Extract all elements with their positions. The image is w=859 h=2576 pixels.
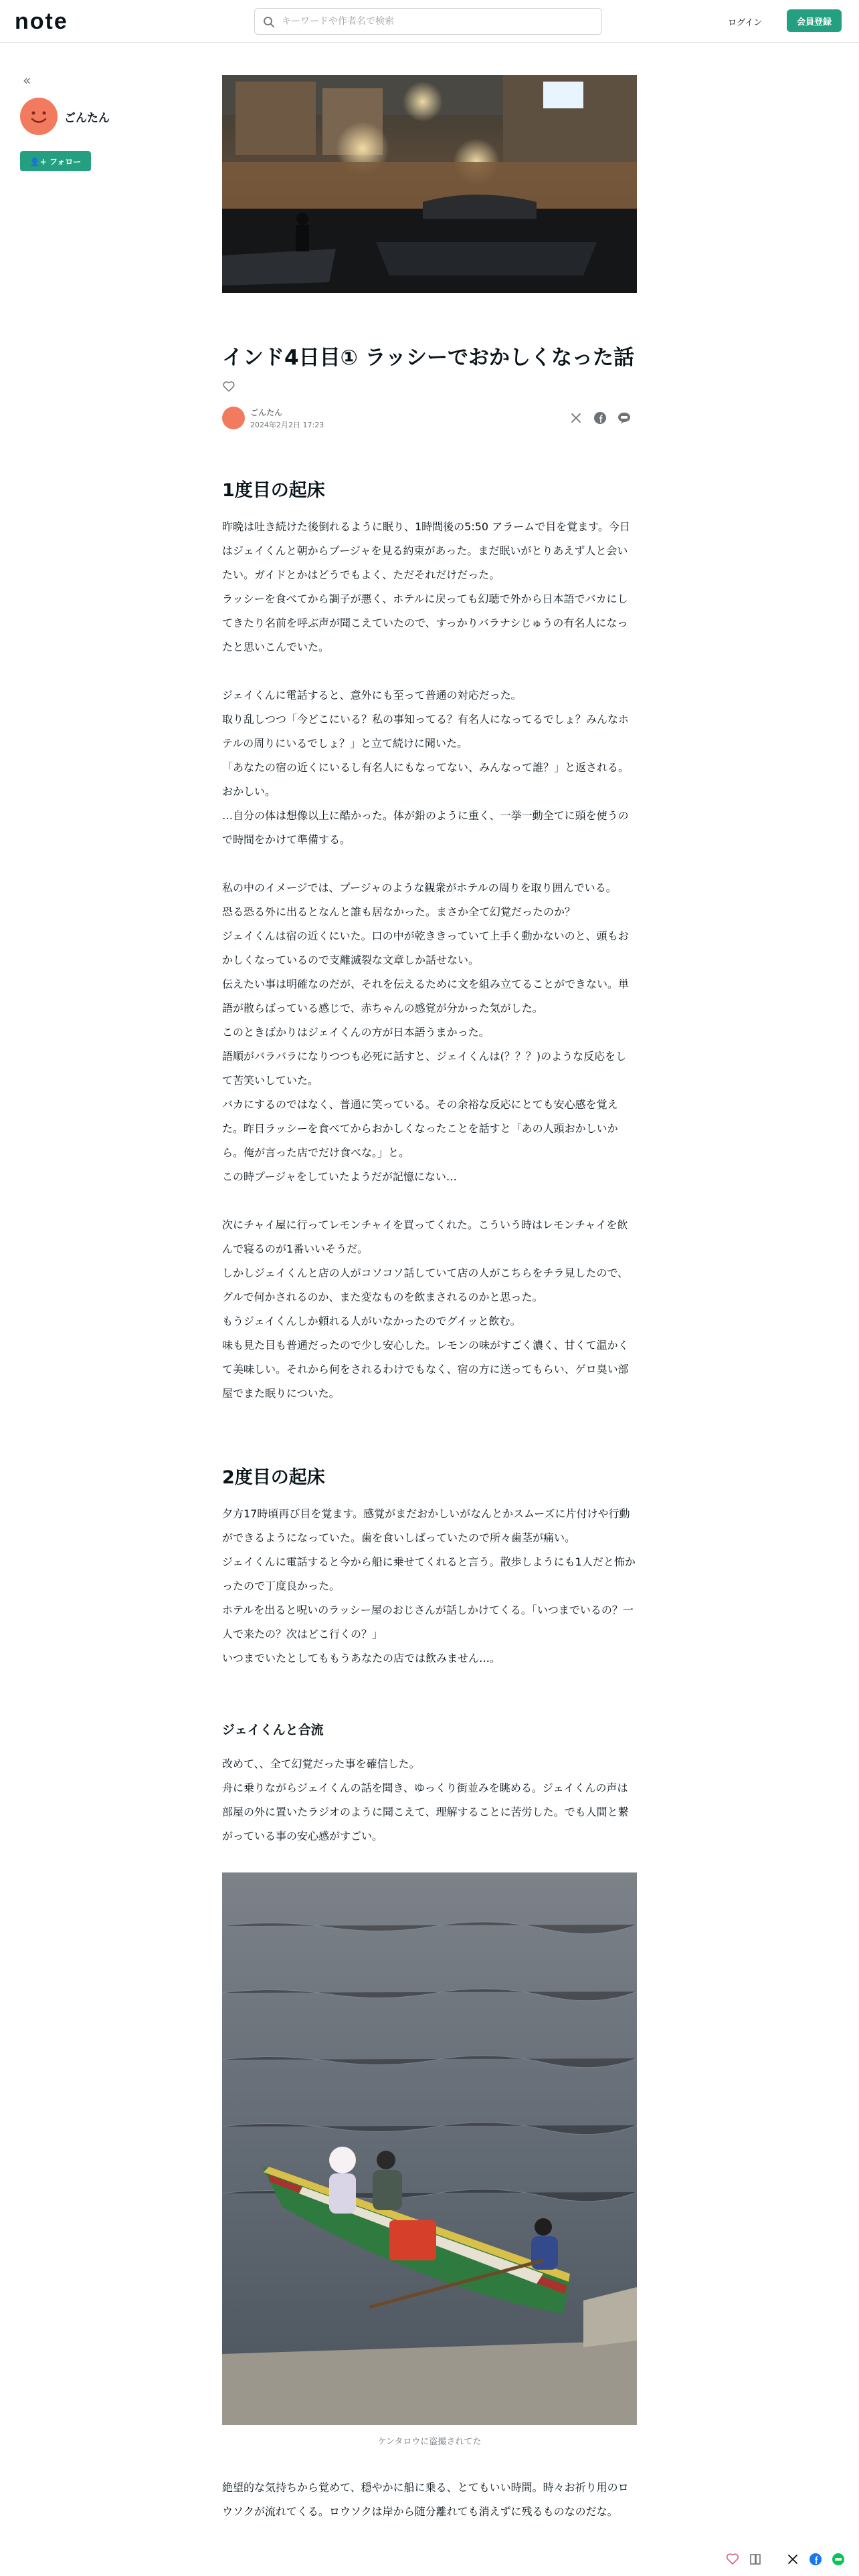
author-avatar[interactable] [222, 407, 245, 429]
hero-image [222, 75, 637, 293]
collapse-sidebar-icon[interactable]: « [23, 72, 31, 88]
paragraph: バカにするのではなく、普通に笑っている。その余裕な反応にとても安心感を覚えた。昨日ラッシーを食べてからおかしくなったことを話すと「あの人頭おかしいから。俺が言った店でだけ食べな。」と。 [222, 1098, 618, 1159]
facebook-icon[interactable] [808, 2552, 823, 2567]
x-logo-icon[interactable] [569, 411, 583, 425]
paragraph: このときばかりはジェイくんの方が日本語うまかった。 [222, 1026, 490, 1039]
paragraph: いつまでいたとしてももうあなたの店では飲みません…。 [222, 1652, 501, 1665]
signup-button[interactable]: 会員登録 [787, 9, 842, 32]
paragraph: もうジェイくんしか頼れる人がいなかったのでグイッと飲む。 [222, 1315, 521, 1327]
article-title: インド4日目① ラッシーでおかしくなった話 [222, 346, 634, 370]
paragraph: ジェイくんに電話すると、意外にも至って普通の対応だった。 [222, 689, 522, 702]
paragraph: 昨晩は吐き続けた後倒れるように眠り、1時間後の5:50 アラームで目を覚ます。今日はジェイくんと朝からプージャを見る約束があった。まだ眠いがとりあえず人と会いたい。ガイドとかはどうでもよく、ただそれだけだった。 [222, 520, 630, 581]
paragraph: 次にチャイ屋に行ってレモンチャイを買ってくれた。こういう時はレモンチャイを飲んで寝るのが1番いいそうだ。 [222, 1218, 628, 1255]
spacer [222, 1189, 637, 1213]
spacer [222, 659, 637, 683]
paragraph: しかしジェイくんと店の人がコソコソ話していて店の人がこちらをチラ見したので、グルで何かされるのか、また変なものを飲まされるのかと思った。 [222, 1267, 629, 1303]
creator-name[interactable]: ごんたん [64, 112, 110, 125]
image-caption: ケンタロウに盗撮されてた [377, 2437, 482, 2447]
author-name[interactable]: ごんたん [250, 408, 283, 417]
search-input[interactable] [282, 9, 596, 34]
paragraph: ホテルを出ると呪いのラッシー屋のおじさんが話しかけてくる。「いつまでいるの？一人で来たの？次はどこ行くの？」 [222, 1604, 634, 1640]
heart-icon[interactable] [222, 380, 235, 393]
paragraph: 夕方17時頃再び目を覚ます。感覚がまだおかしいがなんとかスムーズに片付けや行動ができるようになっていた。歯を食いしばっていたので所々歯茎が痛い。 [222, 1507, 630, 1544]
facebook-icon[interactable] [593, 411, 607, 425]
closing-body [222, 2476, 637, 2524]
paragraph: 「あなたの宿の近くにいるし有名人にもなってない、みんなって誰？」と返される。おかしい。 [222, 761, 630, 798]
paragraph: 恐る恐る外に出るとなんと誰も居なかった。まさか全て幻覚だったのか？ [222, 905, 576, 918]
paragraph: 舟に乗りながらジェイくんの話を聞き、ゆっくり街並みを眺める。ジェイくんの声は部屋の外に置いたラジオのように聞こえて、理解することに苦労した。でも人間と繋がっている事の安心感がすごい。 [222, 1782, 629, 1842]
follow-label: フォロー [49, 156, 82, 167]
spacer [222, 852, 637, 876]
login-button[interactable]: ログイン [728, 12, 762, 31]
subsection-body [222, 1752, 637, 1848]
paragraph: 私の中のイメージでは、プージャのような観衆がホテルの周りを取り囲んでいる。 [222, 881, 617, 894]
boat-photo [222, 1872, 637, 2425]
smile-face-icon [20, 98, 58, 135]
line-icon[interactable] [831, 2552, 846, 2567]
section-heading-1: 1度目の起床 [222, 480, 325, 501]
creator-avatar[interactable] [20, 98, 58, 135]
paragraph: ジェイくんは宿の近くにいた。口の中が乾ききっていて上手く動かないのと、頭もおかしくなっているので支離滅裂な文章しか話せない。 [222, 930, 629, 966]
paragraph: この時プージャをしていたようだが記憶にない… [222, 1170, 457, 1183]
paragraph: 語順がバラバラになりつつも必死に話すと、ジェイくんは(？？？)のような反応をして苦笑いしていた。 [222, 1050, 627, 1087]
section-2-body [222, 1502, 637, 1671]
paragraph: 絶望的な気持ちから覚めて、穏やかに船に乗る、とてもいい時間。時々お祈り用のロウソクが流れてくる。ロウソクは岸から随分離れても消えずに残るものなのだな。 [222, 2481, 629, 2518]
paragraph: 味も見た目も普通だったので少し安心した。レモンの味がすごく濃く、甘くて温かくて美味しい。それから何をされるわけでもなく、宿の方に送ってもらい、ゲロ臭い部屋でまた眠りについた。 [222, 1339, 629, 1400]
magazine-icon[interactable] [748, 2552, 763, 2567]
search-box[interactable] [254, 8, 602, 35]
section-heading-2: 2度目の起床 [222, 1467, 325, 1488]
site-header [0, 0, 859, 43]
floating-action-bar [712, 2545, 859, 2572]
section-1-body [222, 515, 637, 1406]
heart-icon[interactable] [725, 2552, 740, 2567]
paragraph: ラッシーを食べてから調子が悪く、ホテルに戻っても幻聴で外から日本語でバカにしてきたり名前を呼ぶ声が聞こえていたので、すっかりバラナシじゅうの有名人になったと思いこんでいた。 [222, 593, 628, 653]
note-logo[interactable]: note [15, 9, 68, 34]
paragraph: 伝えたい事は明確なのだが、それを伝えるために文を組み立てることができない。単語が散らばっている感じで、赤ちゃんの感覚が分かった気がした。 [222, 978, 630, 1014]
search-icon [263, 16, 275, 28]
person-add-icon: 👤+ [29, 156, 50, 167]
line-icon[interactable] [617, 411, 632, 425]
publish-date: 2024年2月2日 17:23 [250, 421, 324, 429]
x-logo-icon[interactable] [785, 2552, 800, 2567]
paragraph: 改めて、、全て幻覚だった事を確信した。 [222, 1757, 420, 1770]
follow-button[interactable] [20, 151, 91, 171]
paragraph: ジェイくんに電話すると今から船に乗せてくれると言う。散歩しようにも1人だと怖かったので丁度良かった。 [222, 1555, 636, 1592]
subsection-heading: ジェイくんと合流 [222, 1723, 324, 1737]
paragraph: …自分の体は想像以上に酷かった。体が鉛のように重く、一挙一動全てに頭を使うので時間をかけて準備する。 [222, 809, 629, 846]
paragraph: 取り乱しつつ「今どこにいる？私の事知ってる？有名人になってるでしょ？みんなホテルの周りにいるでしょ？」と立て続けに聞いた。 [222, 713, 629, 750]
